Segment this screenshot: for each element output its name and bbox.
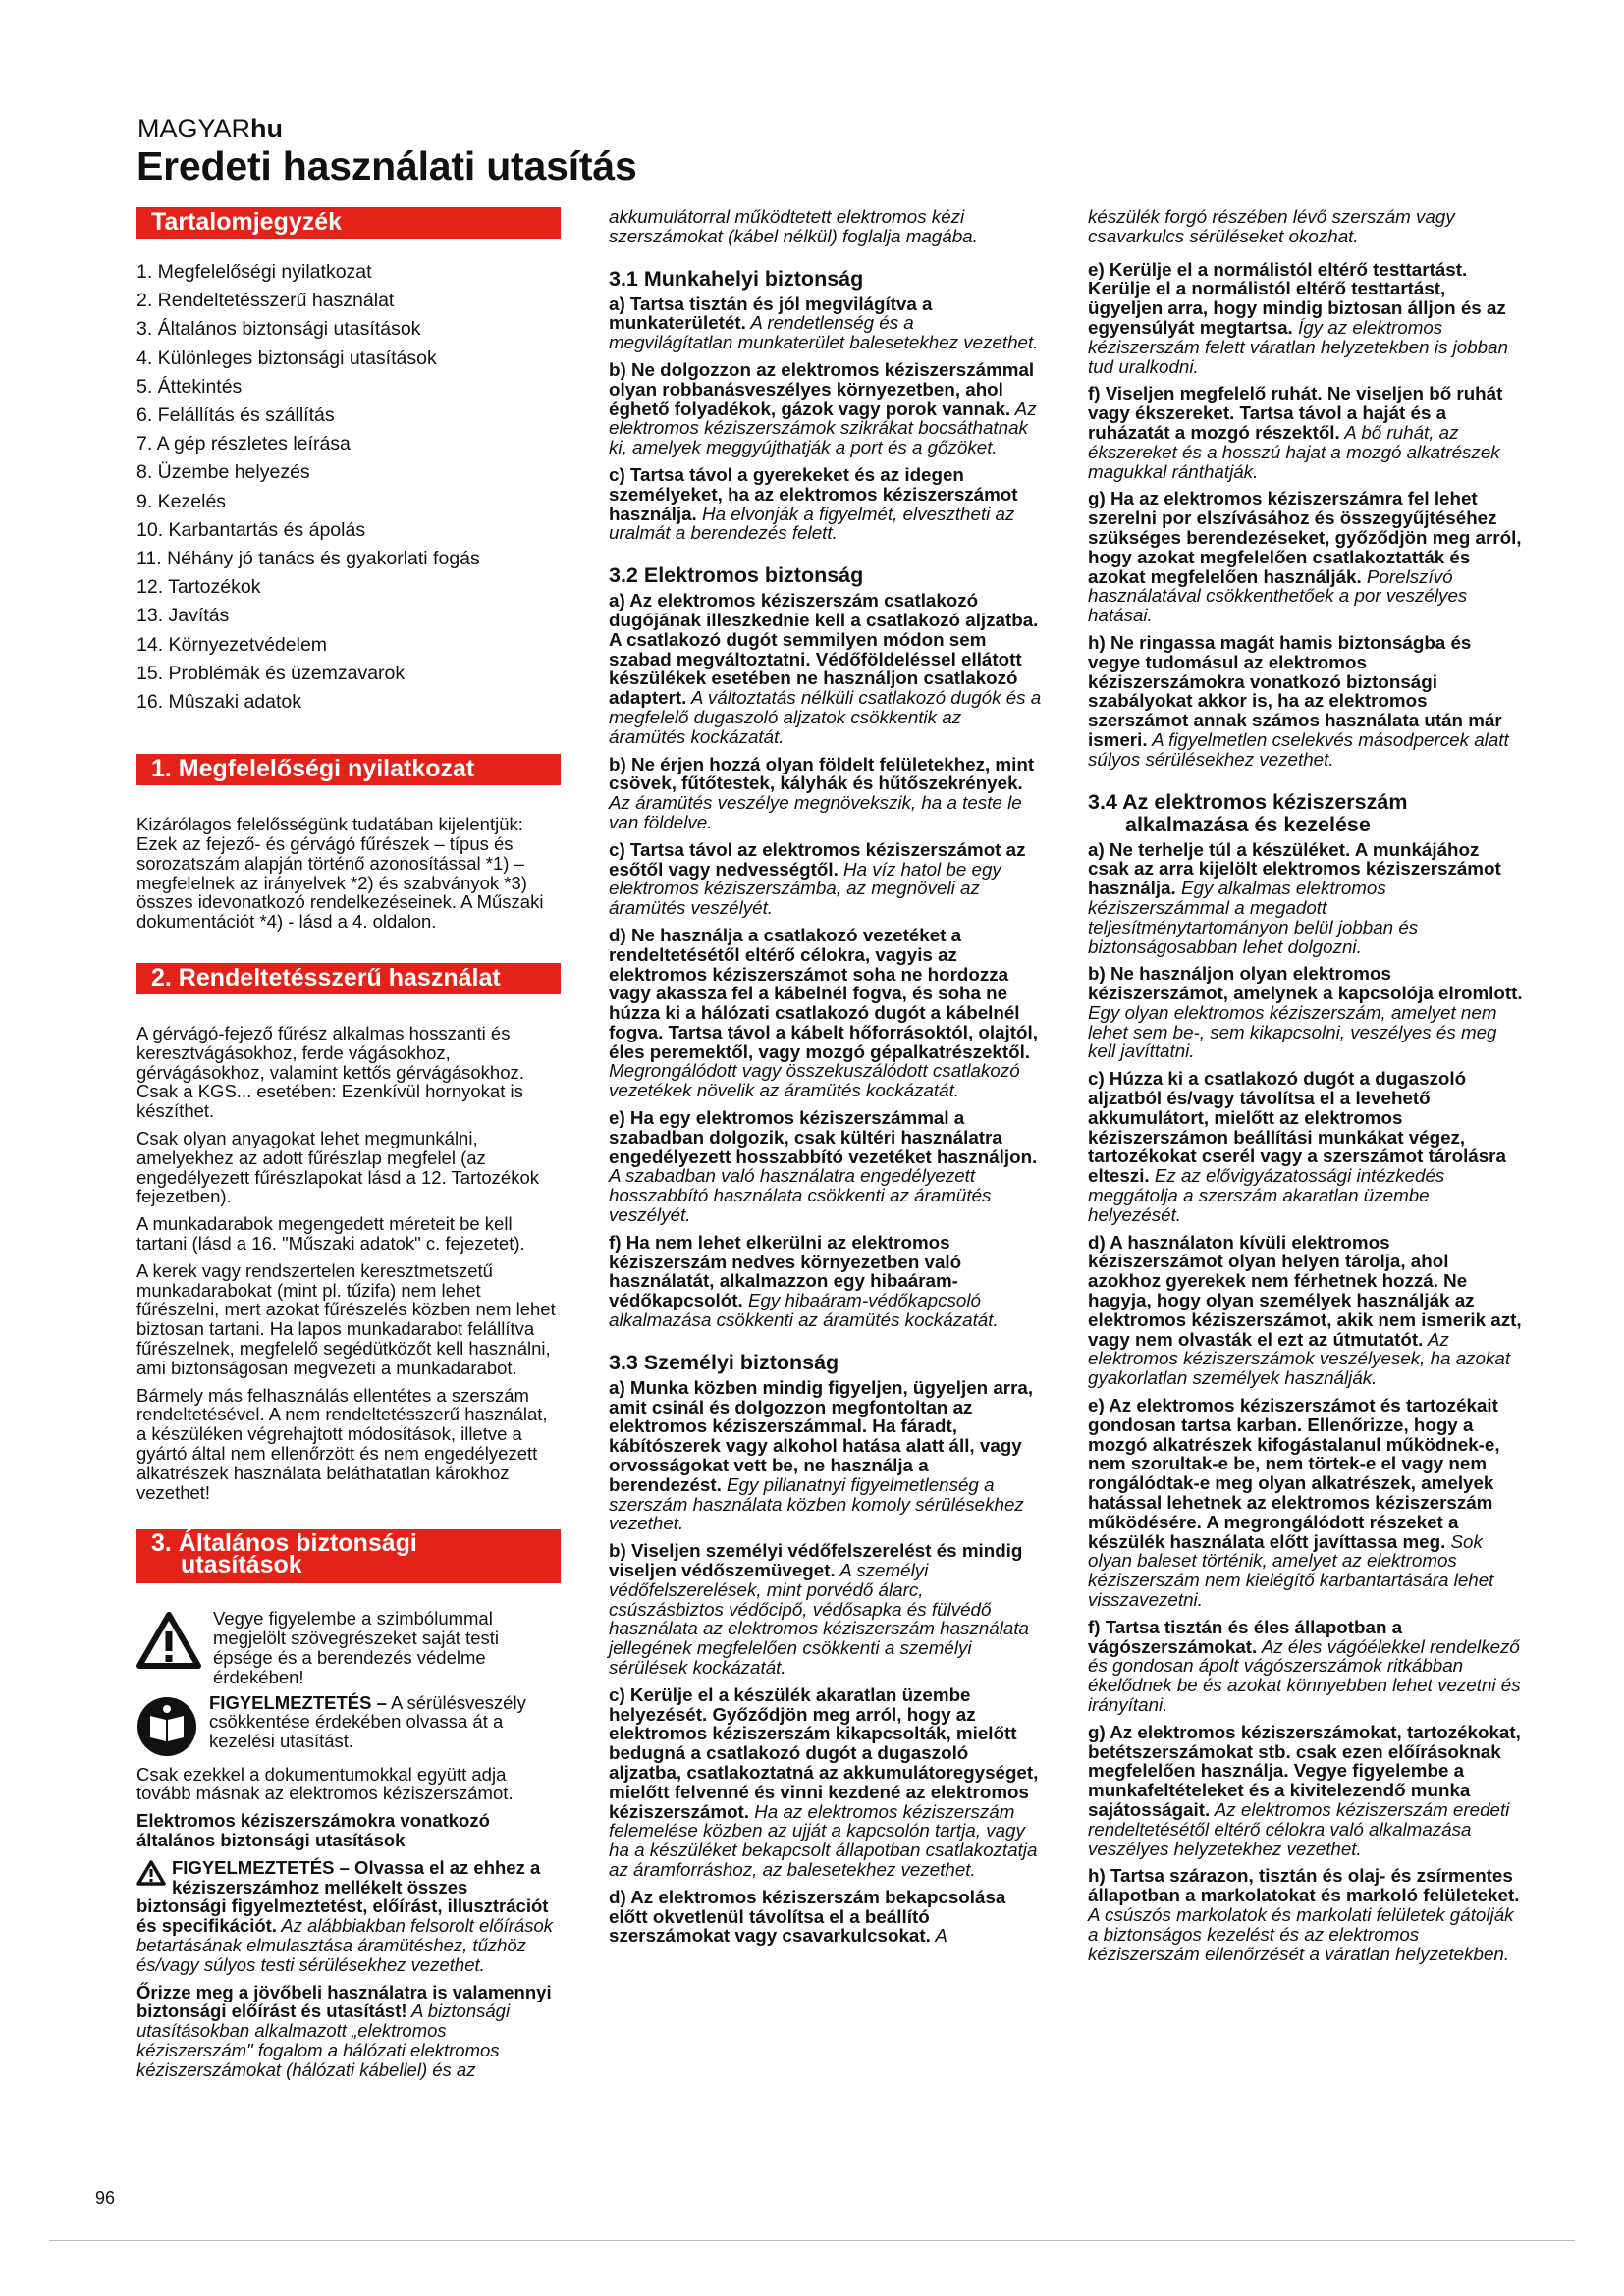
warning-note xyxy=(136,1609,561,1686)
section-3-paragraph: Őrizze meg a jövőbeli használatra is valamennyi biztonsági előírást és utasítást! A biztonsági utasításokban alkalmazott „elektromos kéziszerszám" fogalom a hálózati elektromos kéziszerszámokat (hálózati kábellel) és az xyxy=(136,1981,552,2080)
toc-item[interactable]: 9. Kezelés xyxy=(136,490,227,512)
section-3-1-heading: 3.1 Munkahelyi biztonság xyxy=(609,266,864,291)
warning-triangle-small-icon xyxy=(136,1860,166,1886)
table-of-contents xyxy=(136,258,561,717)
section-2-paragraph: Csak olyan anyagokat lehet megmunkálni, amelyekhez az adott fűrészlap megfelel (az engedélyezett fűrészlapokat lásd a 12. Tartozékok fejezetben). xyxy=(136,1128,539,1207)
toc-item[interactable]: 6. Felállítás és szállítás xyxy=(136,404,335,427)
toc-item[interactable]: 10. Karbantartás és ápolás xyxy=(136,518,366,541)
section-1-heading: 1. Megfelelőségi nyilatkozat xyxy=(136,754,561,785)
general-warning xyxy=(136,1858,561,1975)
rule-item: c) Tartsa távol az elektromos kéziszerszámot az esőtől vagy nedvességtől. Ha víz hatol be egy elektromos kéziszerszámba, az megnöveli az áramütés veszélyét. xyxy=(609,838,1026,919)
rule-item: d) A használaton kívüli elektromos kéziszerszámot olyan helyen tárolja, ahol azokhoz gyerekek nem férhetnek hozzá. Ne hagyja, hogy olyan személyek használják az elektromos kéziszerszámot, akik nem ismerik azt, vagy nem olvasták el ezt az útmutatót. Az elektromos kéziszerszámok veszélyesek, ha azokat gyakorlatlan személyek használják. xyxy=(1088,1231,1522,1389)
rule-item: c) Tartsa távol a gyerekeket és az idegen személyeket, ha az elektromos kéziszerszámot használja. Ha elvonják a figyelmét, elvesztheti az uralmát a berendezés felett. xyxy=(609,463,1018,544)
rule-item: a) Az elektromos kéziszerszám csatlakozó dugójának illeszkednie kell a csatlakozó aljzatba. A csatlakozó dugót semmilyen módon sem szabad megváltoztatni. Védőföldeléssel ellátott készülékek esetében ne használjon csatlakozó adaptert. A változtatás nélküli csatlakozó dugók és a megfelelő dugaszoló aljzatok csökkentik az áramütés kockázatát. xyxy=(609,590,1042,747)
toc-item[interactable]: 2. Rendeltetésszerű használat xyxy=(136,290,395,312)
toc-item[interactable]: 16. Mûszaki adatok xyxy=(136,691,302,714)
section-3-title-line: utasítások xyxy=(181,1551,302,1579)
toc-item[interactable]: 7. A gép részletes leírása xyxy=(136,433,351,455)
section-2-paragraph: A munkadarabok megengedett méreteit be kell tartani (lásd a 16. "Műszaki adatok" c. fejezetet). xyxy=(136,1213,525,1254)
toc-item[interactable]: 4. Különleges biztonsági utasítások xyxy=(136,347,437,369)
rule-item: c) Kerülje el a készülék akaratlan üzembe helyezését. Győződjön meg arról, hogy az elektromos kéziszerszám kikapcsolták, mielőtt bedugná a csatlakozó dugót a dugaszoló aljzatba, csatlakoztatná az akkumulátoregységet, mielőtt felvenné és vinni kezdené az elektromos kéziszerszámot. Ha az elektromos kéziszerszám felemelése közben az ujját a kapcsolón tartja, vagy ha a készüléket bekapcsolt állapotban csatlakoztatja az áramforráshoz, az balesetekhez vezethet. xyxy=(609,1683,1039,1880)
section-2-paragraph: Bármely más felhasználás ellentétes a szerszám rendeltetésével. A nem rendeltetésszerű használat, a készüléken végrehajtott módosítások, illetve a gyártó által nem ellenőrzött és nem engedélyezett alkatrészek használata beláthatatlan károkhoz vezethet! xyxy=(136,1384,548,1503)
section-3-3-heading: 3.3 Személyi biztonság xyxy=(609,1350,839,1374)
section-2-paragraph: A kerek vagy rendszertelen keresztmetszetű munkadarabokat (mint pl. tűzifa) nem lehet fűrészelni, mert azokat fűrészelés közben nem lehet biztosan tartani. Ha lapos munkadarabot felállítva fűrészelnek, megfelelő segédütközőt kell használni, ami biztonságosan megvezeti a munkadarabot. xyxy=(136,1259,556,1378)
toc-item[interactable]: 14. Környezetvédelem xyxy=(136,633,328,656)
rule-item: e) Kerülje el a normálistól eltérő testtartást. Kerülje el a normálistól eltérő testtartást, ügyeljen arra, hogy mindig biztosan álljon és az egyensúlyát megtartsa. Így az elektromos kéziszerszám felett váratlan helyzetekben is jobban tud uralkodni. xyxy=(1088,258,1509,377)
page-number: 96 xyxy=(95,2188,116,2208)
read-manual-icon xyxy=(136,1696,197,1757)
continued-text: akkumulátorral működtetett elektromos kézi szerszámokat (kábel nélkül) foglalja magába. xyxy=(609,206,978,246)
section-3-2-heading: 3.2 Elektromos biztonság xyxy=(609,563,864,588)
rule-item: f) Ha nem lehet elkerülni az elektromos kéziszerszám nedves környezetben való használatát, alkalmazzon egy hibaáram-védőkapcsolót. Egy hibaáram-védőkapcsoló alkalmazása csökkenti az áramütés kockázatát. xyxy=(609,1231,999,1331)
toc-item[interactable]: 13. Javítás xyxy=(136,605,230,627)
rule-item: a) Tartsa tisztán és jól megvilágítva a munkaterületét. A rendetlenség és a megvilágítatlan munkaterület balesetekhez vezethet. xyxy=(609,293,1039,353)
toc-item[interactable]: 1. Megfelelőségi nyilatkozat xyxy=(136,261,372,283)
rule-item: e) Az elektromos kéziszerszámot és tartozékait gondosan tartsa karban. Ellenőrizze, hogy a mozgó alkatrészek kifogástalanul működnek-e, nem szorultak-e be, nem törtek-e el vagy nem rongálódtak-e meg olyan alkatrészek, amelyek hatással lehetnek az elektromos kéziszerszám működésére. A megrongálódott részeket a készülék használata előtt javíttassa meg. Sok olyan baleset történik, amelyet az elektromos kéziszerszám nem kielégítő karbantartására lehet visszavezetni. xyxy=(1088,1395,1500,1610)
section-3-4-heading xyxy=(1088,791,1525,836)
section-3-4-title-line: 3.4 Az elektromos kéziszerszám xyxy=(1088,789,1408,814)
continued-text: készülék forgó részében lévő szerszám vagy csavarkulcs sérüléseket okozhat. xyxy=(1088,206,1455,246)
read-manual-note xyxy=(136,1693,561,1759)
rule-item: f) Tartsa tisztán és éles állapotban a vágószerszámokat. Az éles vágóélekkel rendelkező és gondosan ápolt vágószerszámok ritkábban ékelődnek be és azokat könnyebben lehet vezetni és irányítani. xyxy=(1088,1616,1521,1715)
rule-item: d) Ne használja a csatlakozó vezetéket a rendeltetésétől eltérő célokra, vagyis az elektromos kéziszerszámot soha ne hordozza vagy akassza fel a kábelnél fogva, és soha ne húzza ki a hálózati csatlakozó dugót a kábelnél fogva. Tartsa távol a kábelt hőforrásoktól, olajtól, éles peremektől, vagy mozgó gépalkatrészektől. Megrongálódott vagy összekuszálódott csatlakozó vezetékek növelik az áramütés kockázatát. xyxy=(609,924,1038,1101)
warning-triangle-icon xyxy=(136,1612,201,1669)
rule-item: b) Viseljen személyi védőfelszerelést és mindig viseljen védőszemüveget. A személyi védőfelszerelések, mint porvédő álarc, csúszásbiztos védőcipő, védősapka és fülvédő használata az elektromos kéziszerszám használata jellegének megfelelően csökkenti a személyi sérülések kockázatát. xyxy=(609,1540,1029,1678)
toc-item[interactable]: 12. Tartozékok xyxy=(136,576,261,599)
rule-item: e) Ha egy elektromos kéziszerszámmal a szabadban dolgozik, csak kültéri használatra engedélyezett hosszabbító vezetéket használjon. A szabadban való használatra engedélyezett hosszabbító használata csökkenti az áramütés veszélyét. xyxy=(609,1107,1038,1226)
page-title: Eredeti használati utasítás xyxy=(136,143,637,188)
toc-item[interactable]: 8. Üzembe helyezés xyxy=(136,461,310,484)
section-1-text: Kizárólagos felelősségünk tudatában kijelentjük: Ezek az fejező- és gérvágó fűrészek – típus és sorozatszám alapján történő azonosítással *1) – megfelelnek az irányelvek *2) és szabványok *3) összes idevonatkozó rendelkezéseinek. A Műszaki dokumentációt *4) - lásd a 4. oldalon. xyxy=(136,814,544,933)
section-3-title-line: 3. Általános biztonsági xyxy=(151,1529,417,1558)
section-3-paragraph: Csak ezekkel a dokumentumokkal együtt adja tovább másnak az elektromos kéziszerszámot. xyxy=(136,1763,514,1804)
rule-item: g) Ha az elektromos kéziszerszámra fel lehet szerelni por elszívásához és összegyűjtéséhez szükséges berendezéseket, győződjön meg arról, hogy azokat megfelelően csatlakoztatták és azokat megfelelően használják. Porelszívó használatával csökkenthetőek a por veszélyes hatásai. xyxy=(1088,488,1522,626)
warning-text: Vegye figyelembe a szimbólummal megjelölt szövegrészeket saját testi épsége és a berendezés védelme érdekében! xyxy=(213,1608,499,1687)
rule-item: f) Viseljen megfelelő ruhát. Ne viseljen bő ruhát vagy ékszereket. Tartsa távol a haját és a ruházatát a mozgó részektől. A bő ruhát, az ékszereket és a hosszú hajat a mozgó alkatrészek magukkal ránthatják. xyxy=(1088,383,1503,482)
section-2-heading: 2. Rendeltetésszerű használat xyxy=(136,963,561,994)
rule-item: g) Az elektromos kéziszerszámokat, tartozékokat, betétszerszámokat stb. csak ezen előírásoknak megfelelően használja. Vegye figyelembe a munkafeltételeket és a kivitelezendő munka sajátosságait. Az elektromos kéziszerszám eredeti rendeltetésétől eltérő célokra való alkalmazása veszélyes helyzetekhez vezethet. xyxy=(1088,1721,1521,1859)
section-3-subheading: Elektromos kéziszerszámokra vonatkozó általános biztonsági utasítások xyxy=(136,1810,490,1850)
language-label: MAGYARhu xyxy=(137,114,284,143)
toc-item[interactable]: 5. Áttekintés xyxy=(136,375,243,398)
section-2-paragraph: A gérvágó-fejező fűrész alkalmas hosszanti és keresztvágásokhoz, ferde vágásokhoz, gérvágásokhoz, valamint kettős gérvágásokhoz. Csak a KGS... esetében: Ezenkívül hornyokat is készíthet. xyxy=(136,1023,524,1122)
toc-item[interactable]: 15. Problémák és üzemzavarok xyxy=(136,662,406,684)
rule-item: h) Tartsa szárazon, tisztán és olaj- és zsírmentes állapotban a markolatokat és markoló felületeket. A csúszós markolatok és markolati felületek gátolják a biztonságos kezelést és az elektromos kéziszerszám ellenőrzését a váratlan helyzetekben. xyxy=(1088,1865,1520,1964)
read-manual-text: FIGYELMEZTETÉS – A sérülésveszély csökkentése érdekében olvassa át a kezelési utasítást. xyxy=(209,1691,526,1752)
toc-heading: Tartalomjegyzék xyxy=(136,207,561,239)
section-3-4-title-line: alkalmazása és kezelése xyxy=(1125,812,1371,836)
general-warning-text: FIGYELMEZTETÉS – Olvassa el az ehhez a kéziszerszámhoz mellékelt összes biztonsági figyelmeztetést, előírást, illusztrációt és specifikációt. Az alábbiakban felsorolt előírások betartásának elmulasztása áramütéshez, tűzhöz és/vagy súlyos testi sérülésekhez vezethet. xyxy=(136,1856,554,1975)
rule-item: b) Ne dolgozzon az elektromos kéziszerszámmal olyan robbanásveszélyes környezetben, ahol éghető folyadékok, gázok vagy porok vannak. Az elektromos kéziszerszámok szikrákat bocsáthatnak ki, amelyek meggyújthatják a port és a gőzöket. xyxy=(609,358,1037,458)
rule-item: a) Ne terhelje túl a készüléket. A munkájához csak az arra kijelölt elektromos kéziszerszámot használja. Egy alkalmas elektromos kéziszerszámmal a megadott teljesítménytartományon belül jobban és biztonságosabban lehet dolgozni. xyxy=(1088,838,1501,957)
toc-item[interactable]: 11. Néhány jó tanács és gyakorlati fogás xyxy=(136,548,480,570)
rule-item: a) Munka közben mindig figyeljen, ügyeljen arra, amit csinál és dolgozzon megfontoltan az elektromos kéziszerszámmal. Ha fáradt, kábítószerek vagy alkohol hatása alatt áll, vagy orvosságokat vett be, ne használja a berendezést. Egy pillanatnyi figyelmetlenség a szerszám használata közben komoly sérülésekhez vezethet. xyxy=(609,1376,1034,1534)
rule-item: c) Húzza ki a csatlakozó dugót a dugaszoló aljzatból és/vagy távolítsa el a levehető akkumulátort, mielőtt az elektromos kéziszerszámon beállítási munkákat végez, tartozékokat cserél vagy a szerszámot tárolásra elteszi. Ez az elővigyázatossági intézkedés meggátolja a szerszám akaratlan üzembe helyezését. xyxy=(1088,1068,1506,1225)
toc-item[interactable]: 3. Általános biztonsági utasítások xyxy=(136,318,421,341)
footer-divider xyxy=(49,2240,1575,2241)
section-3-heading xyxy=(136,1529,561,1583)
rule-item: h) Ne ringassa magát hamis biztonságba és vegye tudomásul az elektromos kéziszerszámokra vonatkozó biztonsági szabályokat akkor is, ha az elektromos szerszámot annak számos használata után már ismeri. A figyelmetlen cselekvés másodpercek alatt súlyos sérülésekhez vezethet. xyxy=(1088,631,1509,770)
rule-item: b) Ne használjon olyan elektromos kéziszerszámot, amelynek a kapcsolója elromlott. Egy olyan elektromos kéziszerszám, amelyet nem lehet sem be-, sem kikapcsolni, veszélyes és meg kell javíttatni. xyxy=(1088,963,1523,1062)
column-middle xyxy=(609,207,1042,1953)
rule-item: b) Ne érjen hozzá olyan földelt felületekhez, mint csövek, fűtőtestek, kályhák és hűtőszekrények. Az áramütés veszélye megnövekszik, ha a teste le van földelve. xyxy=(609,753,1035,832)
rule-item: d) Az elektromos kéziszerszám bekapcsolása előtt okvetlenül távolítsa el a beállító szerszámokat vagy csavarkulcsokat. A xyxy=(609,1886,1006,1947)
column-left xyxy=(136,207,561,2088)
column-right xyxy=(1088,207,1525,1971)
